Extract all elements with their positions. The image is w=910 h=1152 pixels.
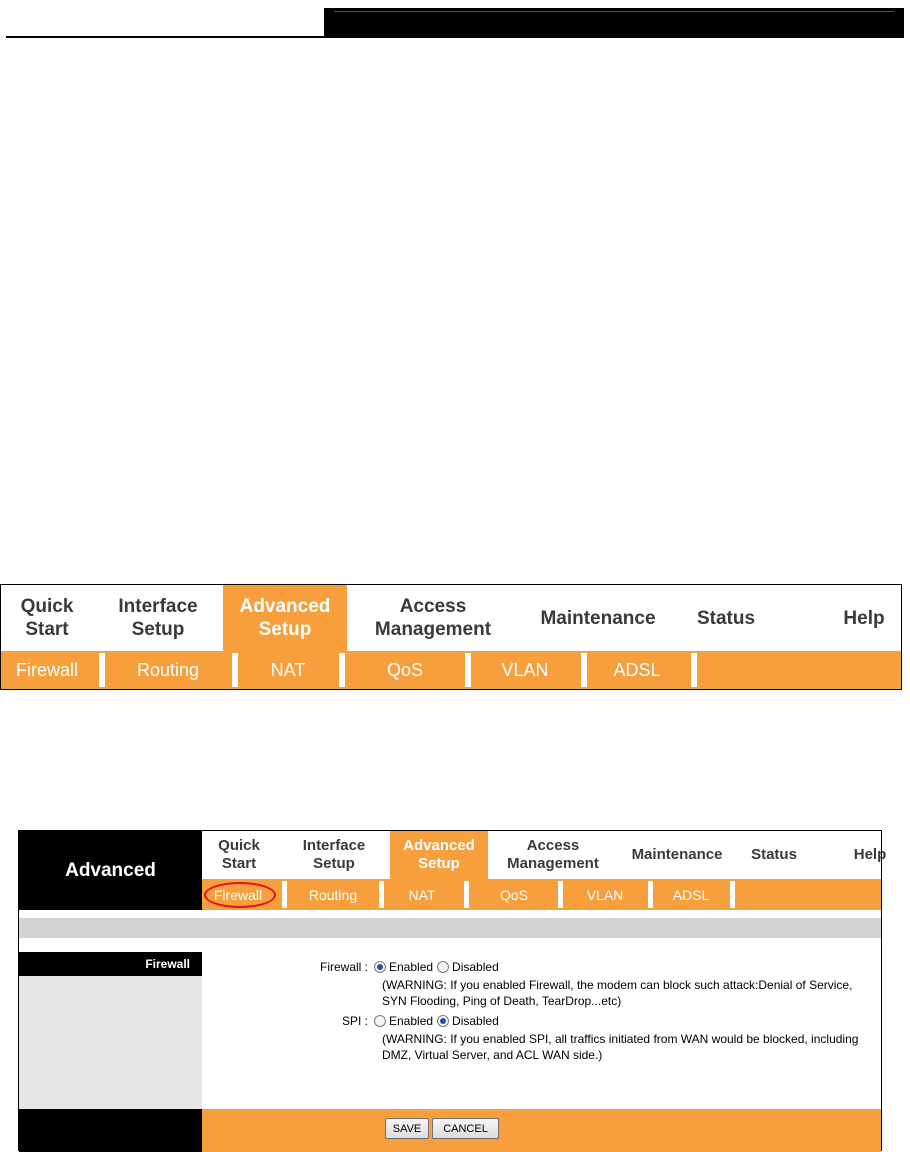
submenu-divider (232, 653, 238, 687)
firewall-warning: (WARNING: If you enabled Firewall, the modem can block such attack:Denial of Service, SYN Flooding, Ping of Death, TearDrop...etc) (382, 978, 853, 1008)
tab-maintenance[interactable]: Maintenance (540, 607, 656, 629)
document-header (0, 0, 910, 40)
subtab-routing[interactable]: Routing (308, 886, 358, 903)
firewall-enabled-label: Enabled (389, 960, 434, 974)
firewall-disabled-radio[interactable] (437, 961, 449, 973)
firewall-label: Firewall : (319, 960, 368, 974)
spi-label: SPI : (341, 1014, 368, 1028)
submenu-divider (99, 653, 105, 687)
submenu-divider (581, 653, 587, 687)
section-title: Firewall (19, 952, 202, 976)
subtab-adsl[interactable]: ADSL (672, 886, 710, 903)
firewall-row (202, 960, 503, 974)
firewall-settings (202, 952, 881, 1109)
sub-menu (202, 879, 881, 910)
button-bar (202, 1109, 881, 1152)
tab-interface-setup[interactable]: Interface Setup (118, 596, 198, 640)
left-panel (19, 976, 202, 1109)
subtab-vlan[interactable]: VLAN (501, 659, 549, 680)
tab-interface-setup[interactable]: Interface Setup (302, 837, 366, 872)
tab-advanced-setup[interactable]: Advanced Setup (390, 831, 488, 879)
tab-quick-start[interactable]: Quick Start (218, 837, 260, 872)
cancel-button[interactable]: CANCEL (432, 1118, 499, 1139)
spi-enabled-radio[interactable] (374, 1015, 386, 1027)
submenu-divider (339, 653, 345, 687)
subtab-adsl[interactable]: ADSL (613, 659, 661, 680)
footer-left (19, 1109, 202, 1152)
subtab-nat[interactable]: NAT (408, 886, 436, 903)
submenu-divider (464, 881, 469, 908)
submenu-divider (558, 881, 563, 908)
submenu-divider (379, 881, 384, 908)
tab-advanced-setup[interactable]: Advanced Setup (223, 585, 347, 651)
submenu-divider (648, 881, 653, 908)
submenu-divider (465, 653, 471, 687)
submenu-divider (282, 881, 287, 908)
tab-maintenance[interactable]: Maintenance (631, 846, 723, 863)
subtab-nat[interactable]: NAT (270, 659, 306, 680)
submenu-divider (691, 653, 697, 687)
firewall-screenshot (18, 830, 887, 1151)
spi-row (202, 1014, 503, 1028)
subtab-qos[interactable]: QoS (386, 659, 424, 680)
subtab-firewall[interactable]: Firewall (15, 659, 78, 680)
save-button[interactable]: SAVE (385, 1118, 429, 1139)
firewall-enabled-radio[interactable] (374, 961, 386, 973)
grey-band (19, 918, 881, 938)
tab-status[interactable]: Status (751, 846, 797, 863)
brand-title: Advanced (19, 831, 202, 910)
tab-access-management[interactable]: Access Management (507, 837, 599, 872)
main-menu (1, 585, 901, 651)
tab-access-management[interactable]: Access Management (374, 596, 492, 640)
firewall-disabled-label: Disabled (452, 960, 499, 974)
header-rule (6, 36, 324, 38)
highlight-circle (204, 882, 276, 908)
header-black-bar (324, 8, 904, 38)
tab-help[interactable]: Help (843, 607, 885, 629)
tab-help[interactable]: Help (853, 846, 887, 863)
spi-enabled-label: Enabled (389, 1014, 434, 1028)
spi-disabled-radio[interactable] (437, 1015, 449, 1027)
main-menu (202, 831, 887, 879)
tab-quick-start[interactable]: Quick Start (20, 596, 74, 640)
menu-figure (0, 584, 902, 690)
sub-menu (1, 651, 901, 689)
subtab-vlan[interactable]: VLAN (586, 886, 624, 903)
subtab-qos[interactable]: QoS (499, 886, 528, 903)
spi-disabled-label: Disabled (452, 1014, 499, 1028)
subtab-routing[interactable]: Routing (136, 659, 200, 680)
submenu-divider (730, 881, 735, 908)
spi-warning: (WARNING: If you enabled SPI, all traffics initiated from WAN would be blocked, including DMZ, Virtual Server, and ACL WAN side.) (382, 1032, 859, 1062)
tab-status[interactable]: Status (696, 607, 756, 629)
subtab-firewall[interactable]: Firewall (213, 886, 263, 903)
